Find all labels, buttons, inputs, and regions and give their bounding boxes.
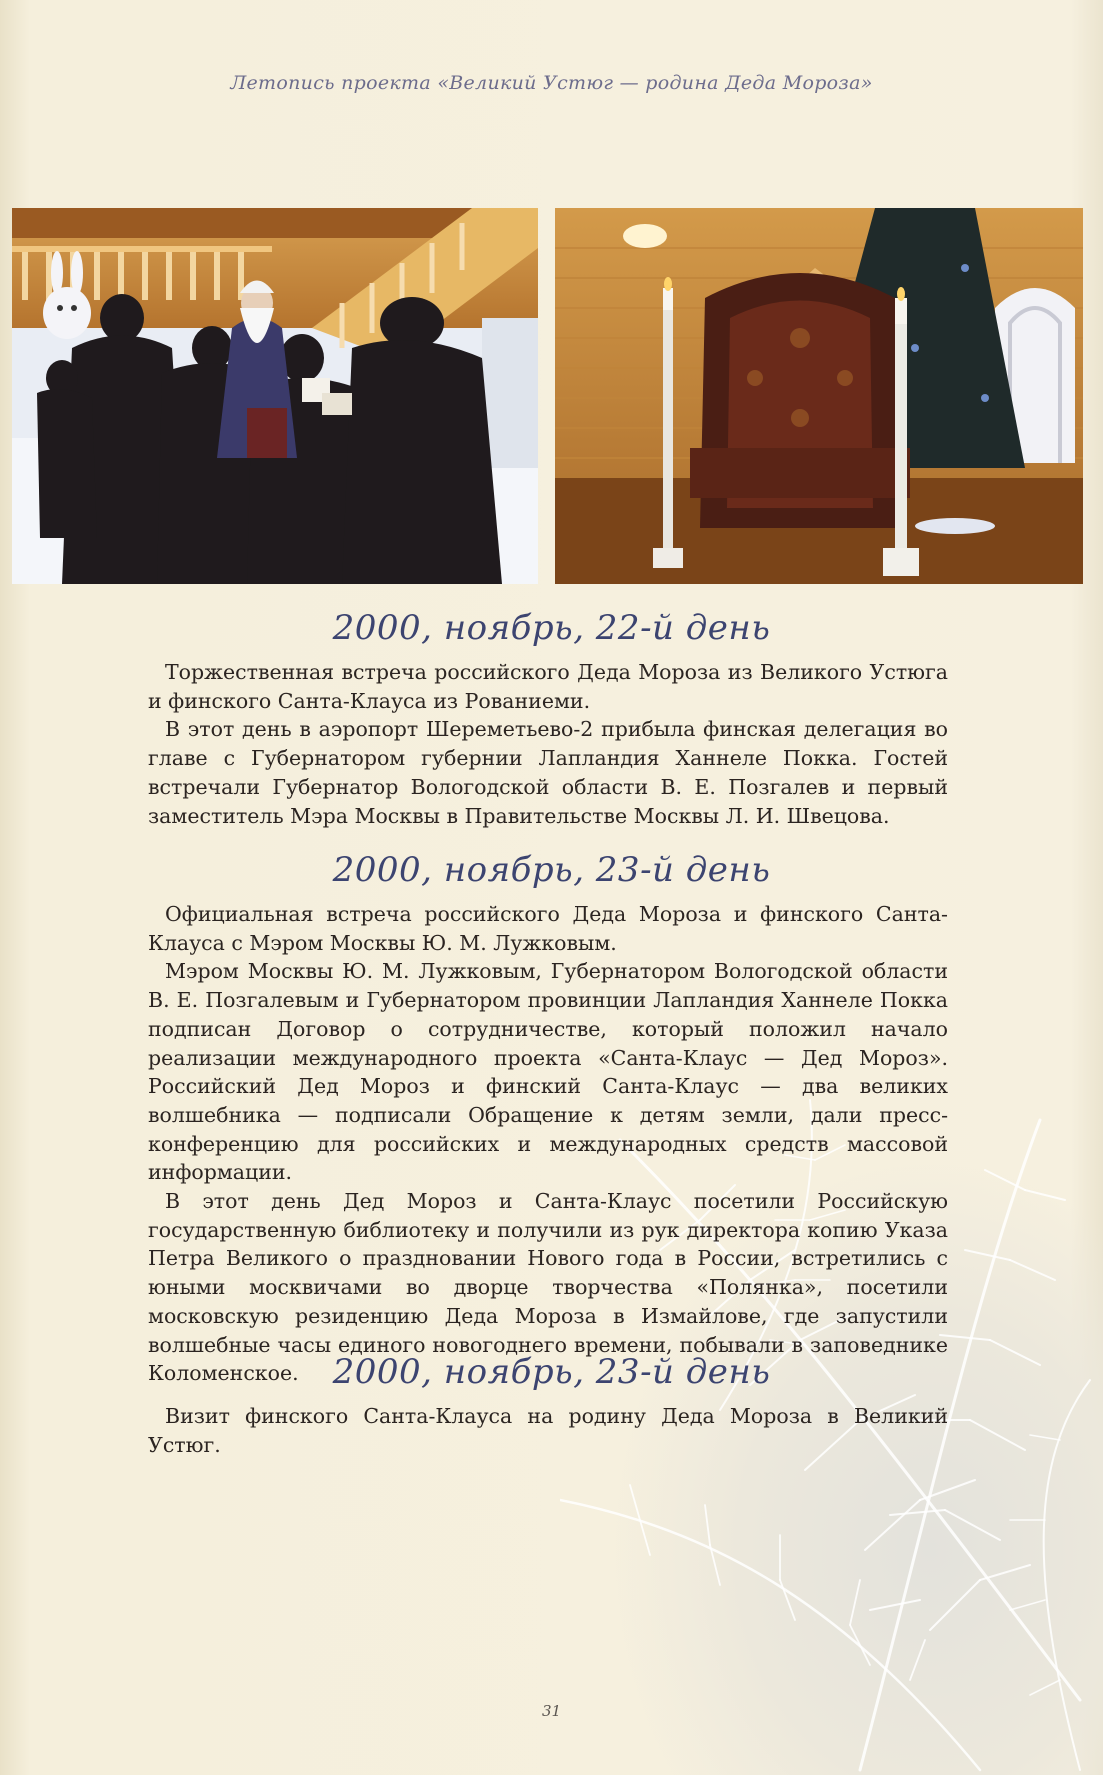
section-body-1 (148, 658, 948, 830)
paragraph: Торжественная встреча российского Деда Мороза из Великого Устюга и финского Санта-Клауса из Рованиеми. (148, 660, 948, 713)
photo-winter-crowd (12, 208, 538, 584)
paragraph: Официальная встреча российского Деда Мороза и финского Санта-Клауса с Мэром Москвы Ю. М. Лужковым. (148, 902, 948, 955)
section-heading-1: 2000, ноябрь, 22-й день (332, 608, 771, 648)
section-heading-3: 2000, ноябрь, 23-й день (332, 1352, 771, 1392)
section-body-2 (148, 900, 948, 1388)
section-body-3 (148, 1402, 948, 1459)
paragraph: Мэром Москвы Ю. М. Лужковым, Губернатором Вологодской области В. Е. Позгалевым и Губернатором провинции Лапландия Ханнеле Покка подписан Договор о сотрудничестве, который положил начало реализации международного проекта «Санта-Клаус — Дед Мороз». Российский Дед Мороз и финский Санта-Клаус — два великих волшебника — подписали Обращение к детям земли, дали пресс-конференцию для российских и международных средств массовой информации. (148, 959, 948, 1185)
paragraph: Визит финского Санта-Клауса на родину Деда Мороза в Великий Устюг. (148, 1404, 948, 1457)
section-heading-2: 2000, ноябрь, 23-й день (332, 850, 771, 890)
paragraph: В этот день в аэропорт Шереметьево-2 прибыла финская делегация во главе с Губернатором губернии Лапландия Ханнеле Покка. Гостей встречали Губернатор Вологодской области В. Е. Позгалев и первый заместитель Мэра Москвы в Правительстве Москвы Л. И. Швецова. (148, 717, 948, 828)
throne-hall-photo-icon (555, 208, 1083, 584)
winter-crowd-photo-icon (12, 208, 538, 584)
photo-throne-hall (555, 208, 1083, 584)
paragraph: В этот день Дед Мороз и Санта-Клаус посетили Российскую государственную библиотеку и получили из рук директора копию Указа Петра Великого о праздновании Нового года в России, встретились с юными москвичами во дворце творчества «Полянка», посетили московскую резиденцию Деда Мороза в Измайлове, где запустили волшебные часы единого новогоднего времени, побывали в заповеднике Коломенское. (148, 1189, 948, 1386)
running-head: Летопись проекта «Великий Устюг — родина Деда Мороза» (230, 72, 873, 94)
page-number: 31 (541, 1702, 562, 1720)
